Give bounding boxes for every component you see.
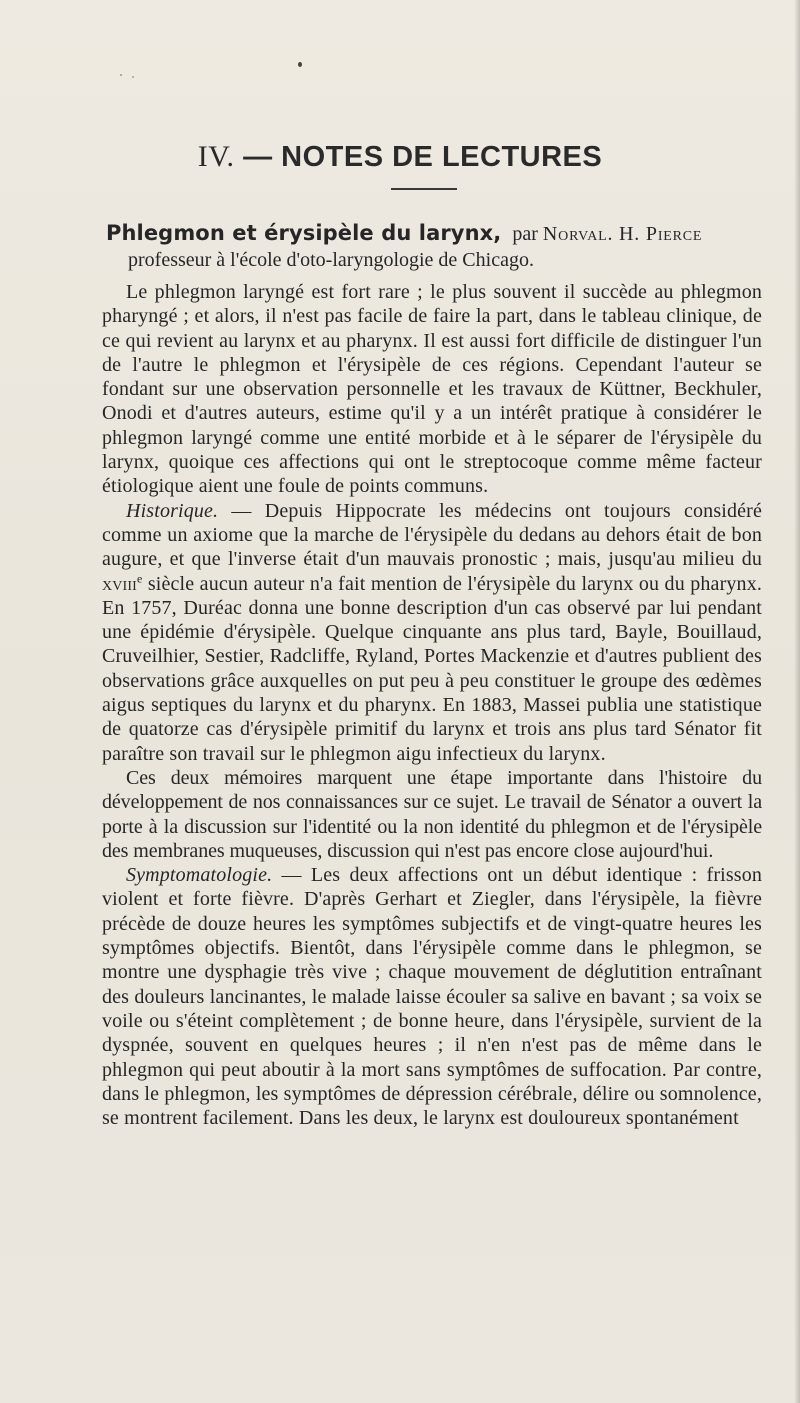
ink-speck [120, 74, 122, 76]
section-title-text: NOTES DE LECTURES [281, 141, 603, 173]
paragraph-symptomatologie-text: — Les deux affections ont un début identique : frisson violent et forte fièvre. D'après Gerhart et Ziegler, dans l'érysipèle, la fièvre précède de douze heures les symptômes subjectifs et de vingt-quatre heures les symptômes objectifs. Bientôt, dans l'érysipèle comme dans le phlegmon, se montre une dysphagie très vive ; chaque mouvement de déglutition entraînant des douleurs lancinantes, le malade laisse écouler sa salive en bavant ; sa voix se voile ou s'éteint complètement ; de bonne heure, dans l'érysipèle, survient de la dyspnée, souvent en quelques heures ; il n'en n'est pas de même dans le phlegmon qui peut aboutir à la mort sans symptômes de suffocation. Par contre, dans le phlegmon, les symptômes de dépression cérébrale, délire ou somnolence, se montrent facilement. Dans les deux, le larynx est douloureux spontanément [102, 864, 762, 1130]
section-label-symptomatologie: Symptomatologie. [126, 864, 273, 887]
paragraph-memoires: Ces deux mémoires marquent une étape importante dans l'histoire du développement de nos connaissances sur ce sujet. Le travail de Sénator a ouvert la porte à la discussion sur l'identité ou la non identité du phlegmon et de l'érysipèle des membranes muqueuses, discussion qui n'est pas encore close aujourd'hui. [102, 766, 762, 862]
page-edge-shadow [794, 0, 800, 1403]
paragraph-historique-text-b: siècle aucun auteur n'a fait mention de l'érysipèle du larynx ou du pharynx. En 1757, Duréac donna une bonne description d'un cas observé par lui pendant une épidémie d'érysipèle. Quelque cinquante ans plus tard, Bayle, Bouillaud, Cruveilhier, Sestier, Radcliffe, Ryland, Portes Mackenzie et d'autres publient des observations grâce auxquelles on put peu à peu constituer le groupe des œdèmes aigus septiques du larynx et du pharynx. En 1883, Massei publia une statistique de quatorze cas d'érysipèle primitif du larynx et trois ans plus tard Sénator fit paraître son travail sur le phlegmon aigu infectieux du larynx. [102, 572, 762, 765]
section-label-historique: Historique. [126, 499, 219, 522]
article-title: Phlegmon et érysipèle du larynx, [106, 221, 502, 245]
section-numeral: IV. [197, 140, 235, 173]
century-superscript: e [136, 570, 143, 585]
article-by: par [512, 223, 538, 245]
heading-rule [391, 188, 457, 190]
section-dash: — [243, 141, 273, 173]
ink-speck [132, 76, 134, 78]
ink-speck [298, 62, 302, 67]
article-body [102, 280, 762, 1130]
article-affiliation: professeur à l'école d'oto-laryngologie de Chicago. [128, 249, 534, 271]
paragraph-historique [102, 499, 762, 766]
paragraph-intro: Le phlegmon laryngé est fort rare ; le plus souvent il succède au phlegmon pharyngé ; et alors, il n'est pas facile de faire la part, dans le tableau clinique, de ce qui revient au larynx et au pharynx. Il est aussi fort difficile de distinguer l'un de l'autre le phlegmon et l'érysipèle de ces régions. Cependant l'auteur se fondant sur une observation personnelle et les travaux de Küttner, Beckhuler, Onodi et d'autres auteurs, estime qu'il y a un intérêt pratique à considérer le phlegmon laryngé comme une entité morbide et à le séparer de l'érysipèle du larynx, quoique ces affections qui ont le streptocoque comme même facteur étiologique aient une foule de points communs. [102, 281, 762, 498]
century-numeral: xviii [102, 572, 137, 595]
paragraph-historique-text-a: — Depuis Hippocrate les médecins ont toujours considéré comme un axiome que la marche de l'érysipèle du dedans au dehors était de bon augure, et que l'inverse était d'un mauvais pronostic ; mais, jusqu'au milieu du [102, 499, 762, 571]
article-heading [106, 220, 766, 273]
paragraph-symptomatologie [102, 863, 762, 1130]
section-heading [0, 140, 800, 174]
article-author: Norval. H. Pierce [542, 223, 703, 245]
